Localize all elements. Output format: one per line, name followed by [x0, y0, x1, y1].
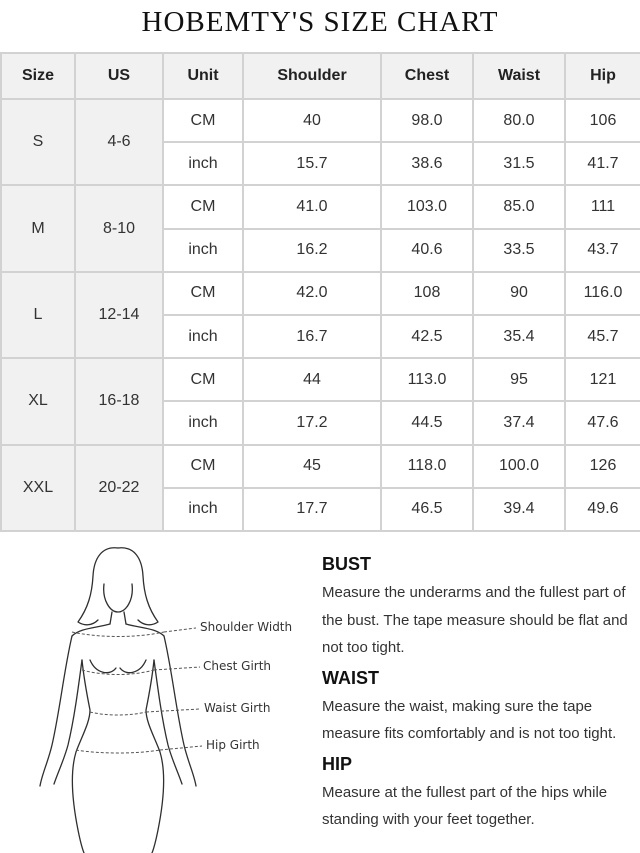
us-size-cell: 8-10: [75, 185, 163, 271]
chest-cell: 44.5: [381, 401, 473, 444]
hip-cell: 49.6: [565, 488, 640, 531]
us-size-cell: 16-18: [75, 358, 163, 444]
body-measurement-illustration: [0, 540, 310, 853]
header-shoulder: Shoulder: [243, 53, 381, 99]
chest-cell: 118.0: [381, 445, 473, 488]
table-row: [1, 272, 640, 315]
hip-cell: 126: [565, 445, 640, 488]
chest-cell: 103.0: [381, 185, 473, 228]
hip-cell: 47.6: [565, 401, 640, 444]
size-cell: L: [1, 272, 75, 358]
unit-cell: inch: [163, 488, 243, 531]
chest-cell: 40.6: [381, 229, 473, 272]
chest-cell: 113.0: [381, 358, 473, 401]
hip-instruction: Measure at the fullest part of the hips while standing with your feet together.: [322, 783, 608, 828]
shoulder-cell: 15.7: [243, 142, 381, 185]
bust-heading: BUST: [322, 554, 371, 574]
shoulder-measure-line: [72, 632, 164, 637]
table-row: [1, 185, 640, 228]
waist-cell: 37.4: [473, 401, 565, 444]
shoulder-cell: 17.7: [243, 488, 381, 531]
hip-girth-label: Hip Girth: [206, 738, 260, 752]
header-unit: Unit: [163, 53, 243, 99]
waist-cell: 33.5: [473, 229, 565, 272]
size-cell: XXL: [1, 445, 75, 532]
waist-cell: 90: [473, 272, 565, 315]
page-title: HOBEMTY'S SIZE CHART: [141, 6, 499, 38]
shoulder-cell: 16.7: [243, 315, 381, 358]
hip-cell: 111: [565, 185, 640, 228]
shoulder-cell: 44: [243, 358, 381, 401]
waist-girth-label: Waist Girth: [204, 701, 271, 715]
hip-heading: HIP: [322, 753, 353, 774]
hip-cell: 45.7: [565, 315, 640, 358]
bust-instruction: Measure the underarms and the fullest part of the bust. The tape measure should be flat and not too tight.: [322, 584, 628, 656]
us-size-cell: 12-14: [75, 272, 163, 358]
waist-cell: 80.0: [473, 99, 565, 142]
unit-cell: CM: [163, 272, 243, 315]
waist-cell: 39.4: [473, 488, 565, 531]
hip-cell: 121: [565, 358, 640, 401]
shoulder-cell: 40: [243, 99, 381, 142]
unit-cell: inch: [163, 142, 243, 185]
shoulder-width-label: Shoulder Width: [200, 620, 293, 634]
chest-cell: 108: [381, 272, 473, 315]
hip-cell: 41.7: [565, 142, 640, 185]
chest-leader-line: [154, 667, 200, 670]
size-chart-table: [0, 52, 640, 532]
measurement-guide-section: [0, 540, 640, 853]
shoulder-cell: 42.0: [243, 272, 381, 315]
waist-heading: WAIST: [322, 667, 379, 688]
chest-cell: 38.6: [381, 142, 473, 185]
chest-measure-line: [82, 670, 154, 675]
shoulder-cell: 17.2: [243, 401, 381, 444]
shoulder-cell: 41.0: [243, 185, 381, 228]
chest-cell: 46.5: [381, 488, 473, 531]
chest-cell: 42.5: [381, 315, 473, 358]
hip-leader-line: [160, 746, 202, 750]
hip-measure-line: [76, 750, 160, 753]
unit-cell: inch: [163, 229, 243, 272]
header-hip: Hip: [565, 53, 640, 99]
waist-cell: 95: [473, 358, 565, 401]
table-row: [1, 358, 640, 401]
header-chest: Chest: [381, 53, 473, 99]
shoulder-leader-line: [164, 628, 196, 632]
waist-measure-line: [90, 712, 146, 715]
chest-girth-label: Chest Girth: [203, 659, 272, 673]
us-size-cell: 20-22: [75, 445, 163, 532]
table-row: [1, 445, 640, 488]
size-cell: S: [1, 99, 75, 185]
us-size-cell: 4-6: [75, 99, 163, 185]
size-cell: M: [1, 185, 75, 271]
waist-cell: 100.0: [473, 445, 565, 488]
waist-leader-line: [146, 709, 200, 712]
unit-cell: CM: [163, 445, 243, 488]
shoulder-cell: 16.2: [243, 229, 381, 272]
body-silhouette-icon: [40, 548, 196, 853]
unit-cell: CM: [163, 185, 243, 228]
header-waist: Waist: [473, 53, 565, 99]
waist-cell: 31.5: [473, 142, 565, 185]
unit-cell: CM: [163, 99, 243, 142]
unit-cell: inch: [163, 315, 243, 358]
measurement-lines: [72, 628, 202, 753]
waist-cell: 85.0: [473, 185, 565, 228]
unit-cell: inch: [163, 401, 243, 444]
header-size: Size: [1, 53, 75, 99]
header-us: US: [75, 53, 163, 99]
hip-cell: 43.7: [565, 229, 640, 272]
waist-cell: 35.4: [473, 315, 565, 358]
chest-cell: 98.0: [381, 99, 473, 142]
measurement-instructions: [322, 554, 638, 840]
waist-instruction: Measure the waist, making sure the tape measure fits comfortably and is not too tight.: [322, 697, 617, 742]
table-header-row: [1, 53, 640, 99]
table-row: [1, 99, 640, 142]
unit-cell: CM: [163, 358, 243, 401]
size-cell: XL: [1, 358, 75, 444]
hip-cell: 116.0: [565, 272, 640, 315]
shoulder-cell: 45: [243, 445, 381, 488]
hip-cell: 106: [565, 99, 640, 142]
